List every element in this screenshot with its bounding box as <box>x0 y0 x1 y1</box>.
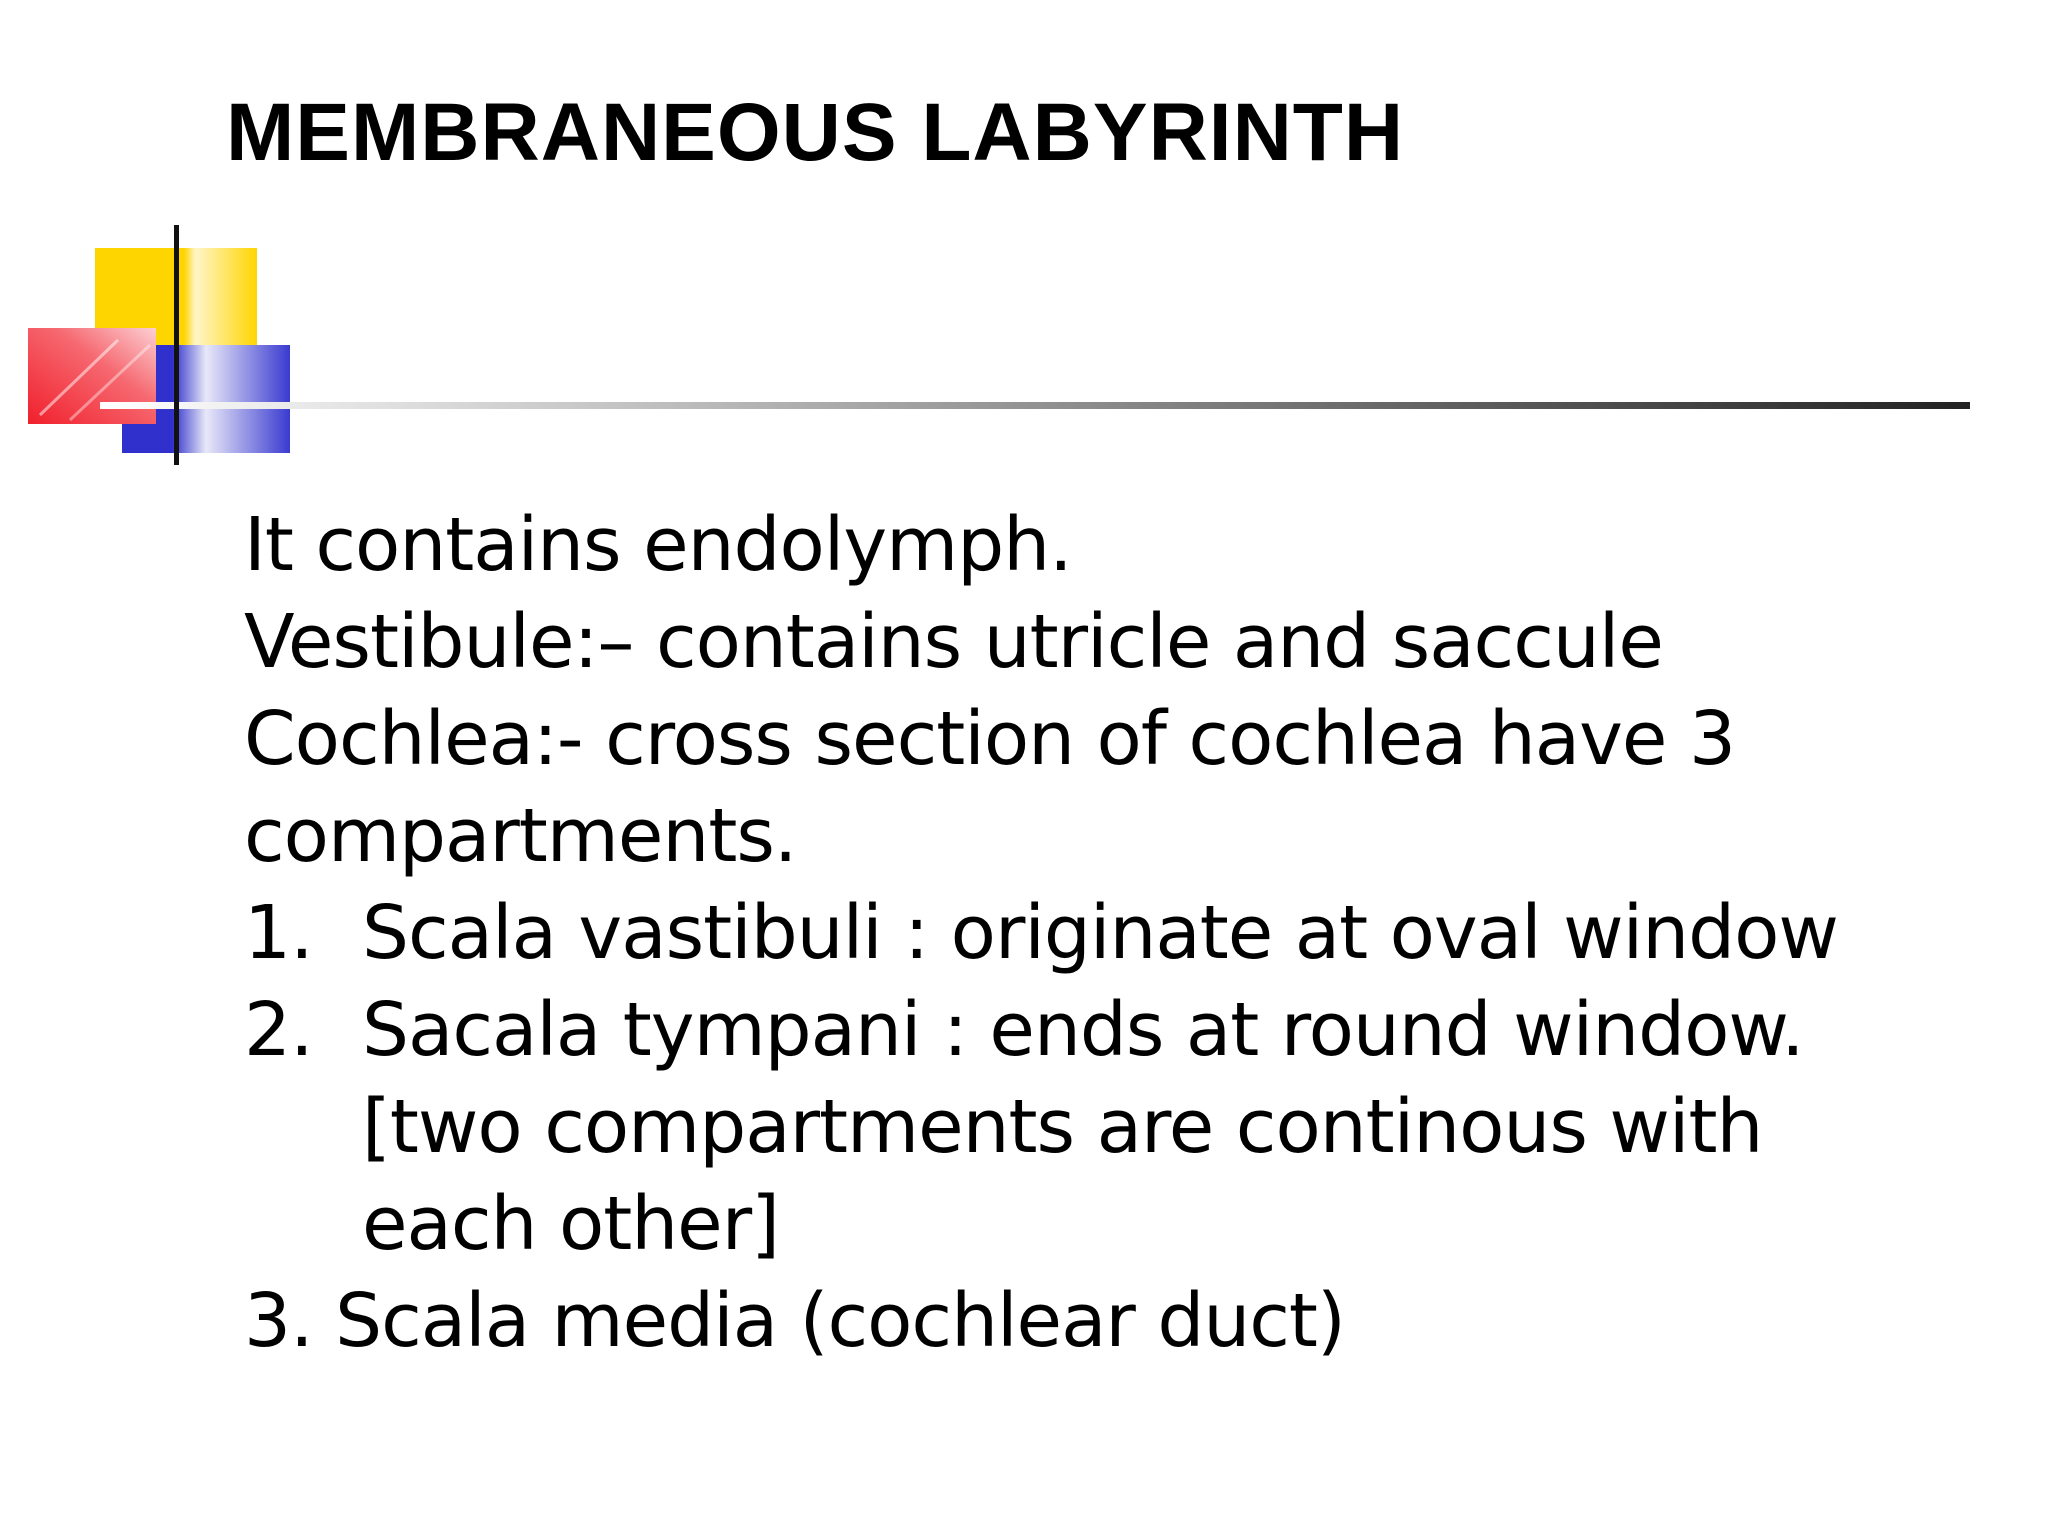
horizontal-rule <box>100 402 1970 409</box>
paragraph-vestibule: Vestibule:– contains utricle and saccule <box>244 599 1663 685</box>
list-item <box>244 885 1964 982</box>
list-text: Sacala tympani : ends at round window. <box>362 987 1804 1073</box>
slide-body <box>244 497 1964 1370</box>
list-number: 1. <box>244 890 313 976</box>
list-text: Scala vastibuli : originate at oval window <box>362 890 1838 976</box>
paragraph-endolymph: It contains endolymph. <box>244 502 1072 588</box>
slide-title: MEMBRANEOUS LABYRINTH <box>226 87 1405 178</box>
list-continuation: each other] <box>362 1181 779 1267</box>
paragraph-scala-media: 3. Scala media (cochlear duct) <box>244 1278 1345 1364</box>
list-item <box>244 982 1964 1079</box>
paragraph-compartments: compartments. <box>244 793 797 879</box>
list-continuation: [two compartments are continous with <box>362 1084 1763 1170</box>
vertical-rule <box>174 225 179 465</box>
list-number: 2. <box>244 987 313 1073</box>
paragraph-cochlea: Cochlea:- cross section of cochlea have 3 <box>244 696 1736 782</box>
decorative-blocks <box>0 0 2048 480</box>
